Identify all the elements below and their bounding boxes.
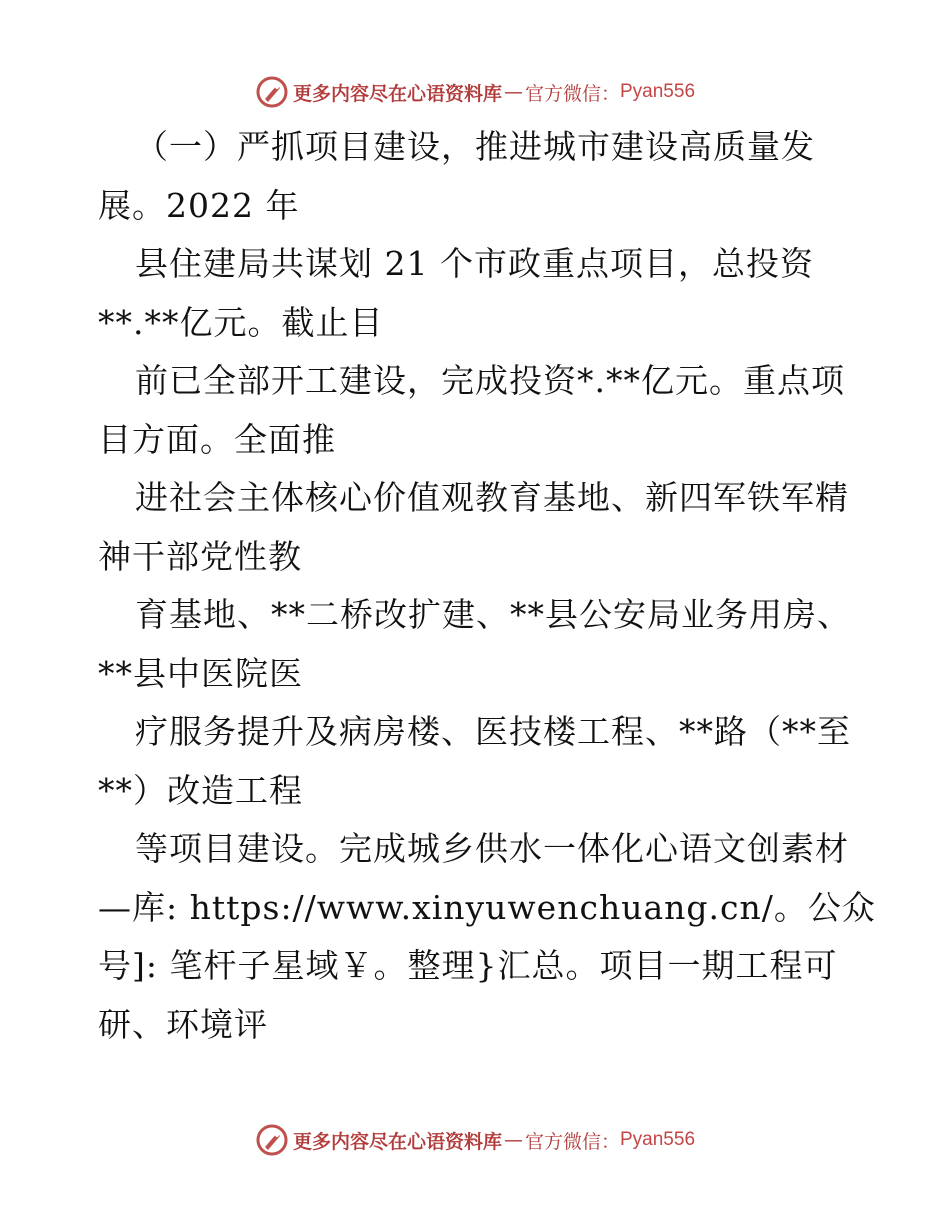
body-line: 疗服务提升及病房楼、医技楼工程、**路（**至 [135, 712, 851, 751]
watermark-brand-text: 更多内容尽在心语资料库 [292, 1130, 502, 1153]
watermark-contact-label: 官方微信： [524, 82, 620, 105]
body-line: 县住建局共谋划 21 个市政重点项目，总投资 [135, 244, 814, 283]
watermark-dash: — [503, 81, 523, 103]
pen-nib-icon [255, 75, 289, 109]
body-line: 号]: 笔杆子星域￥。整理}汇总。项目一期工程可 [98, 946, 838, 985]
body-line: **县中医院医 [98, 653, 303, 693]
body-line: （一）严抓项目建设，推进城市建设高质量发 [135, 127, 815, 166]
body-line: **.**亿元。截止目 [98, 302, 384, 342]
body-line: 神干部党性教 [98, 536, 302, 576]
body-line: 目方面。全面推 [98, 419, 336, 459]
body-line: 等项目建设。完成城乡供水一体化心语文创素材 [135, 829, 849, 868]
body-line: 前已全部开工建设，完成投资*.**亿元。重点项 [135, 361, 845, 400]
pen-nib-icon [255, 1123, 289, 1157]
watermark-contact-id: Pyan556 [620, 81, 696, 102]
body-line: 展。2022 年 [98, 185, 300, 225]
watermark-brand-text: 更多内容尽在心语资料库 [292, 82, 502, 105]
body-line: 进社会主体核心价值观教育基地、新四军铁军精 [135, 478, 849, 517]
watermark-contact-id: Pyan556 [620, 1129, 696, 1150]
watermark-dash: — [503, 1129, 523, 1151]
body-line: —库: https://www.xinyuwenchuang.cn/。公众 [98, 887, 876, 927]
document-body [98, 118, 876, 1054]
footer-watermark [0, 1120, 950, 1160]
body-line: 育基地、**二桥改扩建、**县公安局业务用房、 [135, 595, 851, 634]
body-line: 研、环境评 [98, 1004, 268, 1044]
header-watermark [0, 72, 950, 112]
watermark-contact-label: 官方微信： [524, 1130, 620, 1153]
body-line: **）改造工程 [98, 770, 303, 810]
